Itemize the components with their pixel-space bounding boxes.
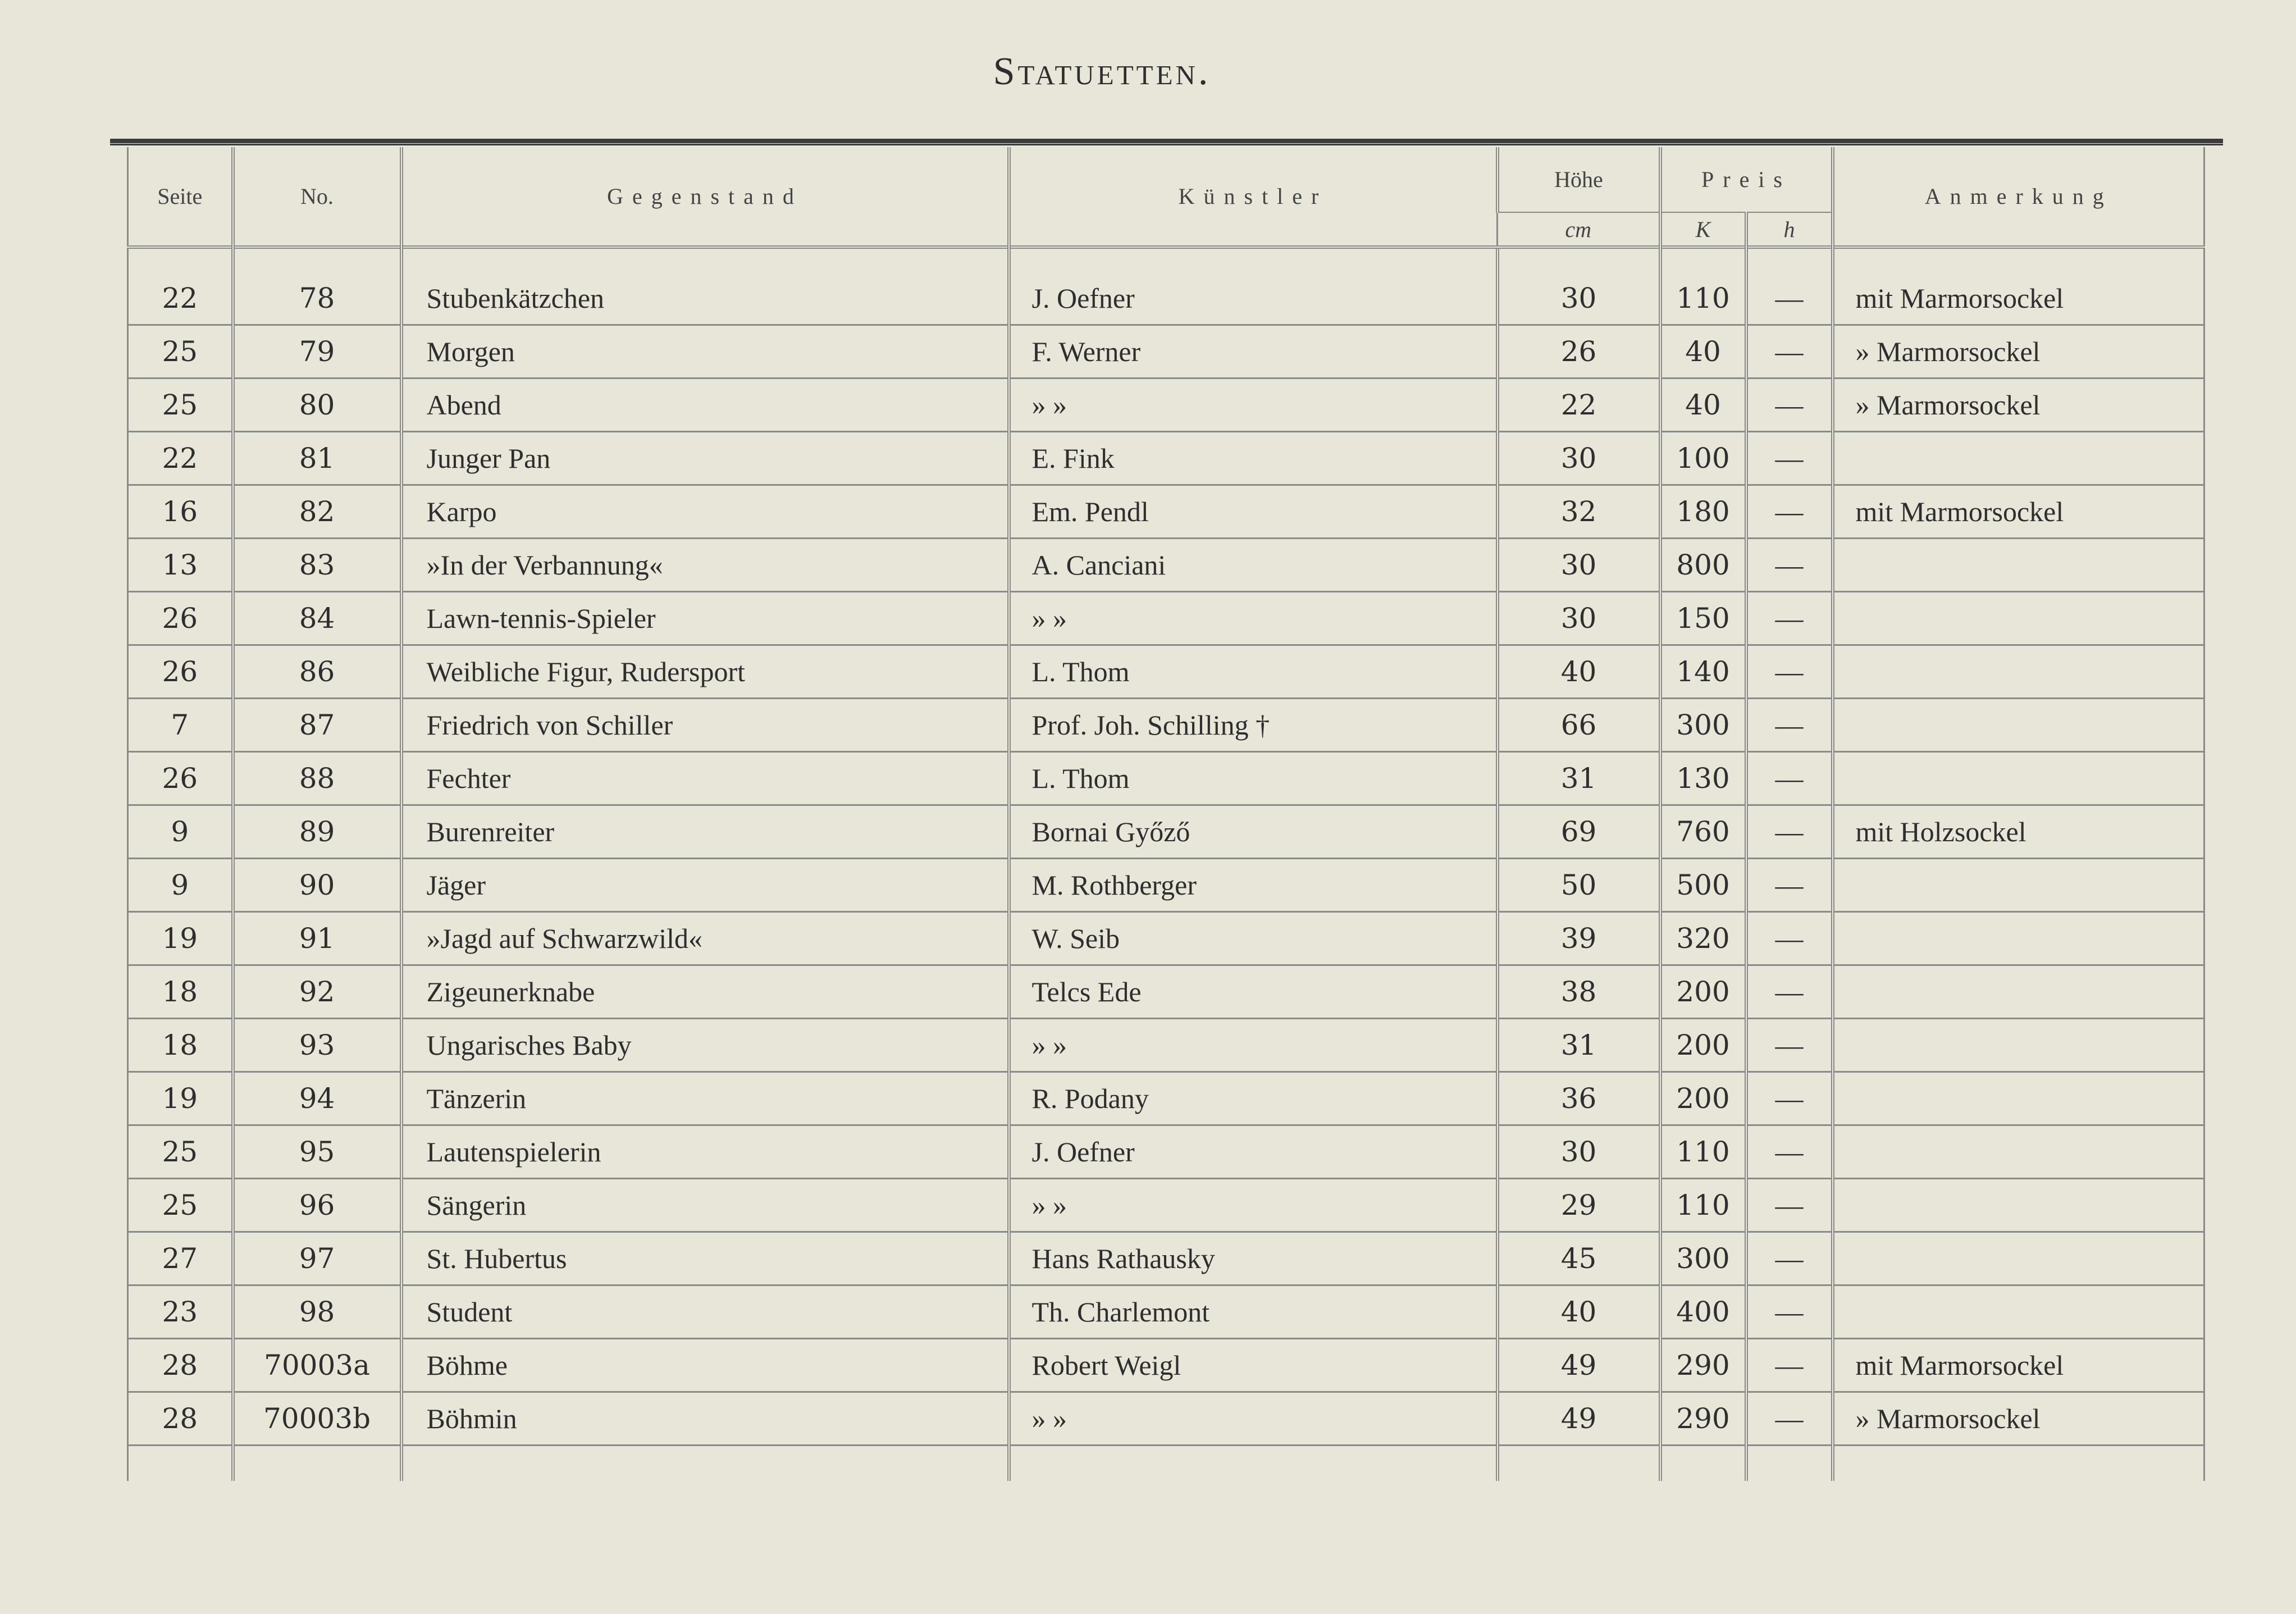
table-row [128,752,2204,805]
cell-preis-k: 110 [1660,272,1746,325]
cell-seite: 25 [128,325,233,379]
cell-preis-k: 110 [1660,1125,1746,1179]
cell-seite: 18 [128,965,233,1019]
cell-preis-h: — [1746,272,1833,325]
cell-kuenstler: L. Thom [1009,752,1498,805]
cell-kuenstler: Robert Weigl [1009,1339,1498,1392]
cell-hoehe: 50 [1498,859,1660,912]
cell-preis-k: 300 [1660,1232,1746,1285]
cell-anmerkung: » Marmorsockel [1833,379,2204,432]
cell-hoehe: 45 [1498,1232,1660,1285]
cell-kuenstler: Em. Pendl [1009,485,1498,539]
table-row [128,965,2204,1019]
cell-preis-k: 320 [1660,912,1746,965]
cell-preis-h: — [1746,432,1833,485]
cell-kuenstler: M. Rothberger [1009,859,1498,912]
col-header-preis-k: K [1660,212,1746,247]
cell-anmerkung [1833,592,2204,645]
cell-hoehe: 49 [1498,1339,1660,1392]
cell-kuenstler: J. Oefner [1009,1125,1498,1179]
cell-gegenstand: Lawn-tennis-Spieler [401,592,1009,645]
col-header-seite: Seite [128,147,233,247]
cell-anmerkung: mit Marmorsockel [1833,485,2204,539]
table-row [128,1125,2204,1179]
page-title: Statuetten. [993,50,1211,93]
cell-seite: 16 [128,485,233,539]
cell-anmerkung [1833,699,2204,752]
cell-preis-k: 40 [1660,325,1746,379]
cell-preis-k: 180 [1660,485,1746,539]
cell-kuenstler: A. Canciani [1009,539,1498,592]
cell-seite: 26 [128,592,233,645]
cell-anmerkung [1833,432,2204,485]
cell-preis-k: 100 [1660,432,1746,485]
cell-hoehe: 66 [1498,699,1660,752]
cell-no: 80 [233,379,401,432]
cell-no: 70003b [233,1392,401,1446]
cell-anmerkung [1833,1179,2204,1232]
cell-kuenstler: Hans Rathausky [1009,1232,1498,1285]
cell-hoehe: 30 [1498,432,1660,485]
cell-gegenstand: Ungarisches Baby [401,1019,1009,1072]
cell-anmerkung [1833,645,2204,699]
table-row [128,325,2204,379]
cell-preis-h: — [1746,325,1833,379]
cell-hoehe: 31 [1498,752,1660,805]
cell-kuenstler: L. Thom [1009,645,1498,699]
statuetten-table [127,147,2205,1481]
cell-gegenstand: Böhmin [401,1392,1009,1446]
cell-seite: 25 [128,1179,233,1232]
cell-no: 84 [233,592,401,645]
cell-preis-h: — [1746,1339,1833,1392]
cell-gegenstand: Junger Pan [401,432,1009,485]
cell-seite: 18 [128,1019,233,1072]
cell-preis-h: — [1746,1125,1833,1179]
cell-gegenstand: St. Hubertus [401,1232,1009,1285]
cell-preis-h: — [1746,1179,1833,1232]
col-header-gegenstand: Gegenstand [401,147,1009,247]
table-row [128,1285,2204,1339]
cell-anmerkung [1833,1072,2204,1125]
cell-preis-k: 200 [1660,1072,1746,1125]
table-row [128,1072,2204,1125]
col-header-kuenstler: Künstler [1009,147,1498,247]
col-header-preis-h: h [1746,212,1833,247]
table-row [128,805,2204,859]
cell-kuenstler: R. Podany [1009,1072,1498,1125]
cell-hoehe: 26 [1498,325,1660,379]
cell-preis-h: — [1746,539,1833,592]
table-row [128,1179,2204,1232]
cell-preis-h: — [1746,752,1833,805]
cell-gegenstand: Abend [401,379,1009,432]
cell-seite: 19 [128,912,233,965]
table-row [128,645,2204,699]
cell-no: 96 [233,1179,401,1232]
cell-seite: 9 [128,805,233,859]
cell-gegenstand: Tänzerin [401,1072,1009,1125]
cell-kuenstler: » » [1009,1392,1498,1446]
cell-no: 98 [233,1285,401,1339]
cell-gegenstand: Weibliche Figur, Rudersport [401,645,1009,699]
cell-anmerkung: mit Holzsockel [1833,805,2204,859]
table-row [128,1232,2204,1285]
cell-preis-h: — [1746,379,1833,432]
cell-preis-k: 110 [1660,1179,1746,1232]
cell-anmerkung [1833,965,2204,1019]
cell-no: 86 [233,645,401,699]
cell-no: 87 [233,699,401,752]
cell-seite: 13 [128,539,233,592]
cell-gegenstand: Friedrich von Schiller [401,699,1009,752]
cell-anmerkung [1833,912,2204,965]
cell-gegenstand: Morgen [401,325,1009,379]
cell-kuenstler: Telcs Ede [1009,965,1498,1019]
cell-preis-h: — [1746,912,1833,965]
cell-no: 95 [233,1125,401,1179]
cell-no: 91 [233,912,401,965]
cell-no: 90 [233,859,401,912]
cell-preis-k: 200 [1660,965,1746,1019]
table-row [128,432,2204,485]
cell-preis-h: — [1746,965,1833,1019]
cell-anmerkung [1833,752,2204,805]
cell-seite: 9 [128,859,233,912]
cell-kuenstler: » » [1009,1019,1498,1072]
cell-preis-h: — [1746,1285,1833,1339]
cell-kuenstler: F. Werner [1009,325,1498,379]
cell-anmerkung: mit Marmorsockel [1833,1339,2204,1392]
col-header-hoehe-unit: cm [1498,212,1660,247]
cell-seite: 25 [128,379,233,432]
cell-kuenstler: Th. Charlemont [1009,1285,1498,1339]
cell-gegenstand: Karpo [401,485,1009,539]
cell-no: 81 [233,432,401,485]
cell-anmerkung [1833,1232,2204,1285]
cell-no: 92 [233,965,401,1019]
cell-seite: 19 [128,1072,233,1125]
cell-gegenstand: Böhme [401,1339,1009,1392]
cell-no: 79 [233,325,401,379]
cell-gegenstand: Zigeunerknabe [401,965,1009,1019]
col-header-preis: Preis [1660,147,1833,212]
cell-preis-h: — [1746,485,1833,539]
cell-hoehe: 22 [1498,379,1660,432]
cell-preis-h: — [1746,859,1833,912]
cell-kuenstler: » » [1009,592,1498,645]
cell-anmerkung [1833,1285,2204,1339]
cell-hoehe: 30 [1498,272,1660,325]
cell-anmerkung [1833,859,2204,912]
table-row [128,1019,2204,1072]
cell-gegenstand: Student [401,1285,1009,1339]
cell-preis-h: — [1746,1392,1833,1446]
cell-hoehe: 38 [1498,965,1660,1019]
cell-preis-k: 150 [1660,592,1746,645]
col-header-hoehe: Höhe [1498,147,1660,212]
table-row [128,379,2204,432]
cell-gegenstand: »Jagd auf Schwarzwild« [401,912,1009,965]
cell-hoehe: 29 [1498,1179,1660,1232]
table-row [128,1339,2204,1392]
cell-anmerkung: » Marmorsockel [1833,325,2204,379]
cell-seite: 28 [128,1339,233,1392]
cell-preis-h: — [1746,699,1833,752]
cell-gegenstand: Fechter [401,752,1009,805]
cell-no: 97 [233,1232,401,1285]
table-row [128,859,2204,912]
cell-seite: 7 [128,699,233,752]
cell-preis-k: 290 [1660,1392,1746,1446]
cell-seite: 22 [128,432,233,485]
cell-no: 94 [233,1072,401,1125]
cell-hoehe: 69 [1498,805,1660,859]
cell-no: 89 [233,805,401,859]
cell-seite: 26 [128,752,233,805]
cell-hoehe: 40 [1498,645,1660,699]
cell-preis-k: 130 [1660,752,1746,805]
cell-hoehe: 31 [1498,1019,1660,1072]
cell-no: 78 [233,272,401,325]
cell-anmerkung [1833,1019,2204,1072]
cell-preis-k: 300 [1660,699,1746,752]
cell-no: 88 [233,752,401,805]
cell-hoehe: 36 [1498,1072,1660,1125]
cell-seite: 27 [128,1232,233,1285]
cell-anmerkung [1833,539,2204,592]
cell-seite: 22 [128,272,233,325]
cell-preis-h: — [1746,1072,1833,1125]
cell-preis-h: — [1746,592,1833,645]
cell-preis-k: 200 [1660,1019,1746,1072]
cell-hoehe: 40 [1498,1285,1660,1339]
cell-kuenstler: J. Oefner [1009,272,1498,325]
cell-kuenstler: W. Seib [1009,912,1498,965]
cell-gegenstand: Stubenkätzchen [401,272,1009,325]
cell-gegenstand: »In der Verbannung« [401,539,1009,592]
cell-gegenstand: Jäger [401,859,1009,912]
cell-hoehe: 32 [1498,485,1660,539]
cell-kuenstler: Prof. Joh. Schilling † [1009,699,1498,752]
cell-hoehe: 49 [1498,1392,1660,1446]
cell-no: 82 [233,485,401,539]
table-row [128,699,2204,752]
cell-preis-k: 500 [1660,859,1746,912]
cell-preis-h: — [1746,1019,1833,1072]
cell-kuenstler: E. Fink [1009,432,1498,485]
cell-hoehe: 30 [1498,592,1660,645]
cell-preis-h: — [1746,805,1833,859]
cell-hoehe: 30 [1498,539,1660,592]
cell-preis-h: — [1746,645,1833,699]
table-row [128,912,2204,965]
cell-gegenstand: Burenreiter [401,805,1009,859]
cell-seite: 28 [128,1392,233,1446]
cell-hoehe: 39 [1498,912,1660,965]
cell-kuenstler: » » [1009,379,1498,432]
table-row [128,272,2204,325]
header-rule [110,139,2223,145]
cell-hoehe: 30 [1498,1125,1660,1179]
cell-anmerkung: mit Marmorsockel [1833,272,2204,325]
cell-anmerkung [1833,1125,2204,1179]
cell-kuenstler: » » [1009,1179,1498,1232]
table-row [128,485,2204,539]
cell-anmerkung: » Marmorsockel [1833,1392,2204,1446]
cell-seite: 23 [128,1285,233,1339]
table-row [128,1392,2204,1446]
cell-seite: 25 [128,1125,233,1179]
col-header-no: No. [233,147,401,247]
cell-kuenstler: Bornai Győző [1009,805,1498,859]
table-row [128,592,2204,645]
table-row [128,539,2204,592]
cell-preis-k: 800 [1660,539,1746,592]
cell-gegenstand: Lautenspielerin [401,1125,1009,1179]
cell-no: 70003a [233,1339,401,1392]
cell-no: 83 [233,539,401,592]
cell-preis-k: 140 [1660,645,1746,699]
cell-preis-k: 40 [1660,379,1746,432]
cell-no: 93 [233,1019,401,1072]
cell-gegenstand: Sängerin [401,1179,1009,1232]
cell-preis-k: 400 [1660,1285,1746,1339]
cell-preis-k: 290 [1660,1339,1746,1392]
cell-preis-h: — [1746,1232,1833,1285]
cell-seite: 26 [128,645,233,699]
col-header-anmerkung: Anmerkung [1833,147,2204,247]
cell-preis-k: 760 [1660,805,1746,859]
